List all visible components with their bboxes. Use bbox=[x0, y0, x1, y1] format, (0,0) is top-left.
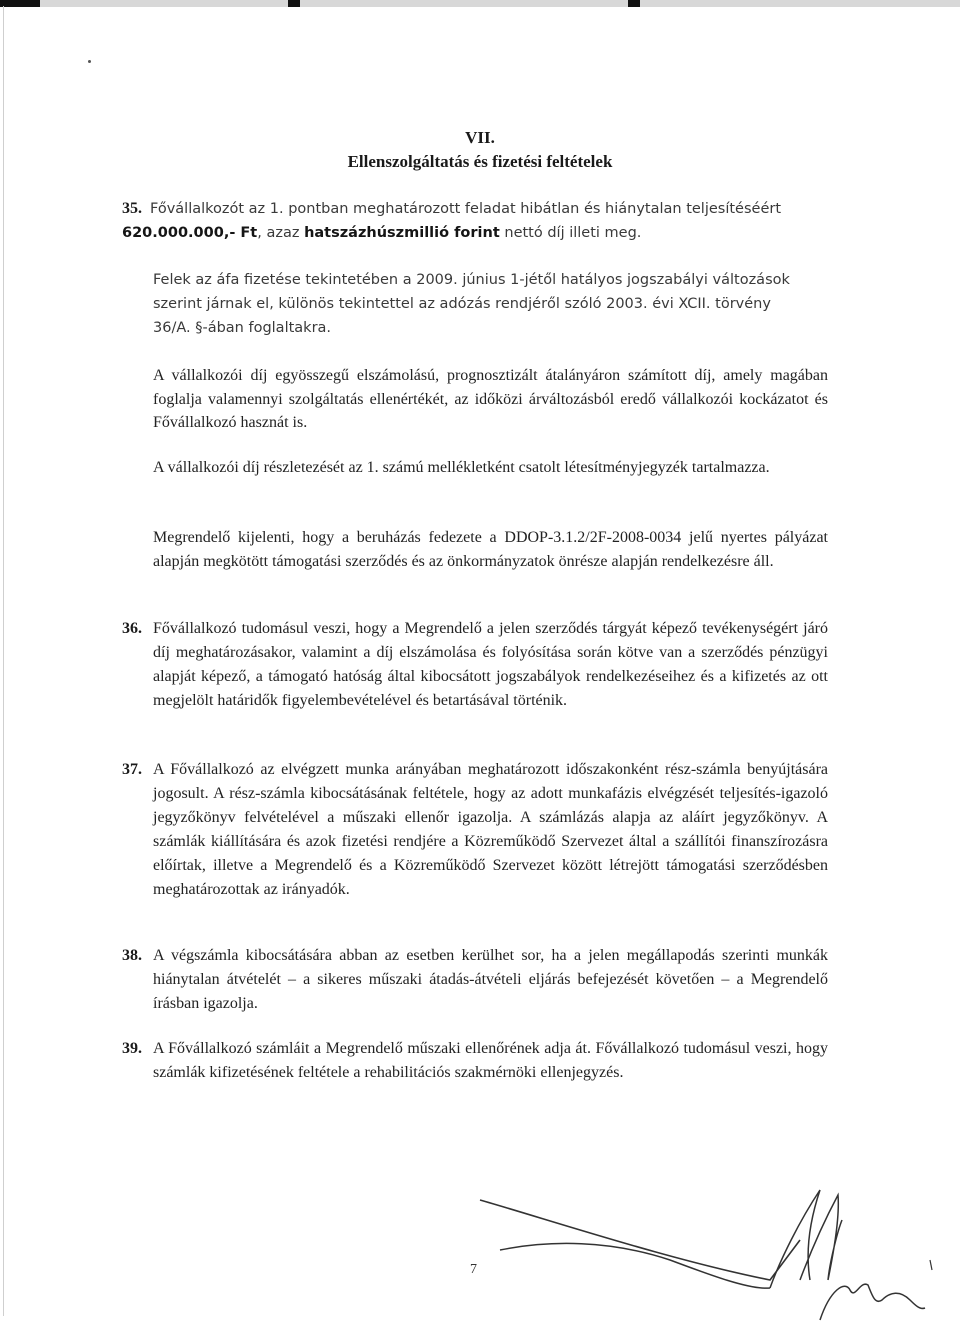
fee-suffix: nettó díj illeti meg. bbox=[499, 225, 642, 241]
item-37-paragraph: A Fővállalkozó az elvégzett munka arányában meghatározott időszakonként rész-számla benyújtására jogosult. A rész-számla kibocsátásának feltétele, hogy az adott munkafázis elvégzését teljesítés-igazoló jegyzőkönyv felvételével a műszaki ellenőr igazolja. A számlázás alapja az aláírt jegyzőkönyv. A számlák kiállítására és azok fizetési rendjére a Közreműködő Szervezet által a szállítói finanszírozásra előírtak, illetve a Megrendelő és a Közreműködő Szervezet között létrejött támogatási szerződésben meghatározottak az irányadók. bbox=[153, 761, 828, 898]
scan-edge-segment bbox=[0, 0, 40, 7]
fee-detail-paragraph: A vállalkozói díj részletezését az 1. számú mellékletként csatolt létesítményjegyzék tartalmazza. bbox=[153, 459, 770, 476]
scan-speck bbox=[88, 60, 91, 63]
item-36-paragraph: Fővállalkozó tudomásul veszi, hogy a Megrendelő a jelen szerződés tárgyát képező tevékenységért járó díj meghatározásakor, valamint a díj elszámolása és folyósítása során kötve van a szerződés pénzügyi alapját képező, a támogató hatóság által kibocsátott jogszabályok rendelkezéseihez és a kifizetés az ott megjelölt határidők figyelembevételével és betartásával történik. bbox=[153, 620, 828, 709]
vat-line-2: szerint járnak el, különös tekintettel az adózás rendjéről szóló 2003. évi XCII. törvény bbox=[153, 296, 771, 312]
section-title: Ellenszolgáltatás és fizetési feltételek bbox=[347, 152, 613, 171]
funding-paragraph: Megrendelő kijelenti, hogy a beruházás fedezete a DDOP-3.1.2/2F-2008-0034 jelű nyertes pályázat alapján megkötött támogatási szerződés és az önkormányzatok önrésze alapján rendelkezésre áll. bbox=[153, 529, 828, 570]
page-number: 7 bbox=[470, 1262, 477, 1277]
scan-edge-bar bbox=[0, 0, 960, 7]
fee-amount: 620.000.000,- Ft bbox=[122, 225, 258, 241]
item-35-line-2 bbox=[122, 223, 641, 243]
item-number: 37. bbox=[122, 761, 142, 778]
item-35-line-1: Fővállalkozót az 1. pontban meghatározott feladat hibátlan és hiánytalan teljesítéséért bbox=[150, 201, 782, 217]
fee-description-paragraph: A vállalkozói díj egyösszegű elszámolású, prognosztizált átalányáron számított díj, amely magában foglalja valamennyi szolgáltatás ellenértékét, az időközi árváltozásból eredő vállalkozói kockázatot és Fővállalkozó hasznát is. bbox=[153, 367, 828, 432]
section-number: VII. bbox=[465, 128, 495, 147]
scan-edge-segment bbox=[628, 0, 640, 7]
fee-connector: , azaz bbox=[257, 225, 305, 241]
item-number: 35. bbox=[122, 200, 142, 217]
item-number: 39. bbox=[122, 1040, 142, 1057]
item-number: 36. bbox=[122, 620, 142, 637]
item-number: 38. bbox=[122, 947, 142, 964]
scan-edge-segment bbox=[288, 0, 300, 7]
scan-border bbox=[3, 6, 4, 1316]
item-38-paragraph: A végszámla kibocsátására abban az esetben kerülhet sor, ha a jelen megállapodás szerinti munkák hiánytalan átvételét – a sikeres műszaki átadás-átvételi eljárás befejezését követően – a Megrendelő írásban igazolja. bbox=[153, 947, 828, 1012]
vat-line-1: Felek az áfa fizetése tekintetében a 2009. június 1-jétől hatályos jogszabályi változások bbox=[153, 272, 790, 288]
item-39-paragraph: A Fővállalkozó számláit a Megrendelő műszaki ellenőrének adja át. Fővállalkozó tudomásul veszi, hogy számlák kifizetésének feltétele a rehabilitációs szakmérnöki ellenjegyzés. bbox=[153, 1040, 828, 1081]
fee-amount-words: hatszázhúszmillió forint bbox=[304, 225, 500, 241]
handwritten-signature bbox=[470, 1180, 940, 1321]
vat-line-3: 36/A. §-ában foglaltakra. bbox=[153, 320, 332, 336]
